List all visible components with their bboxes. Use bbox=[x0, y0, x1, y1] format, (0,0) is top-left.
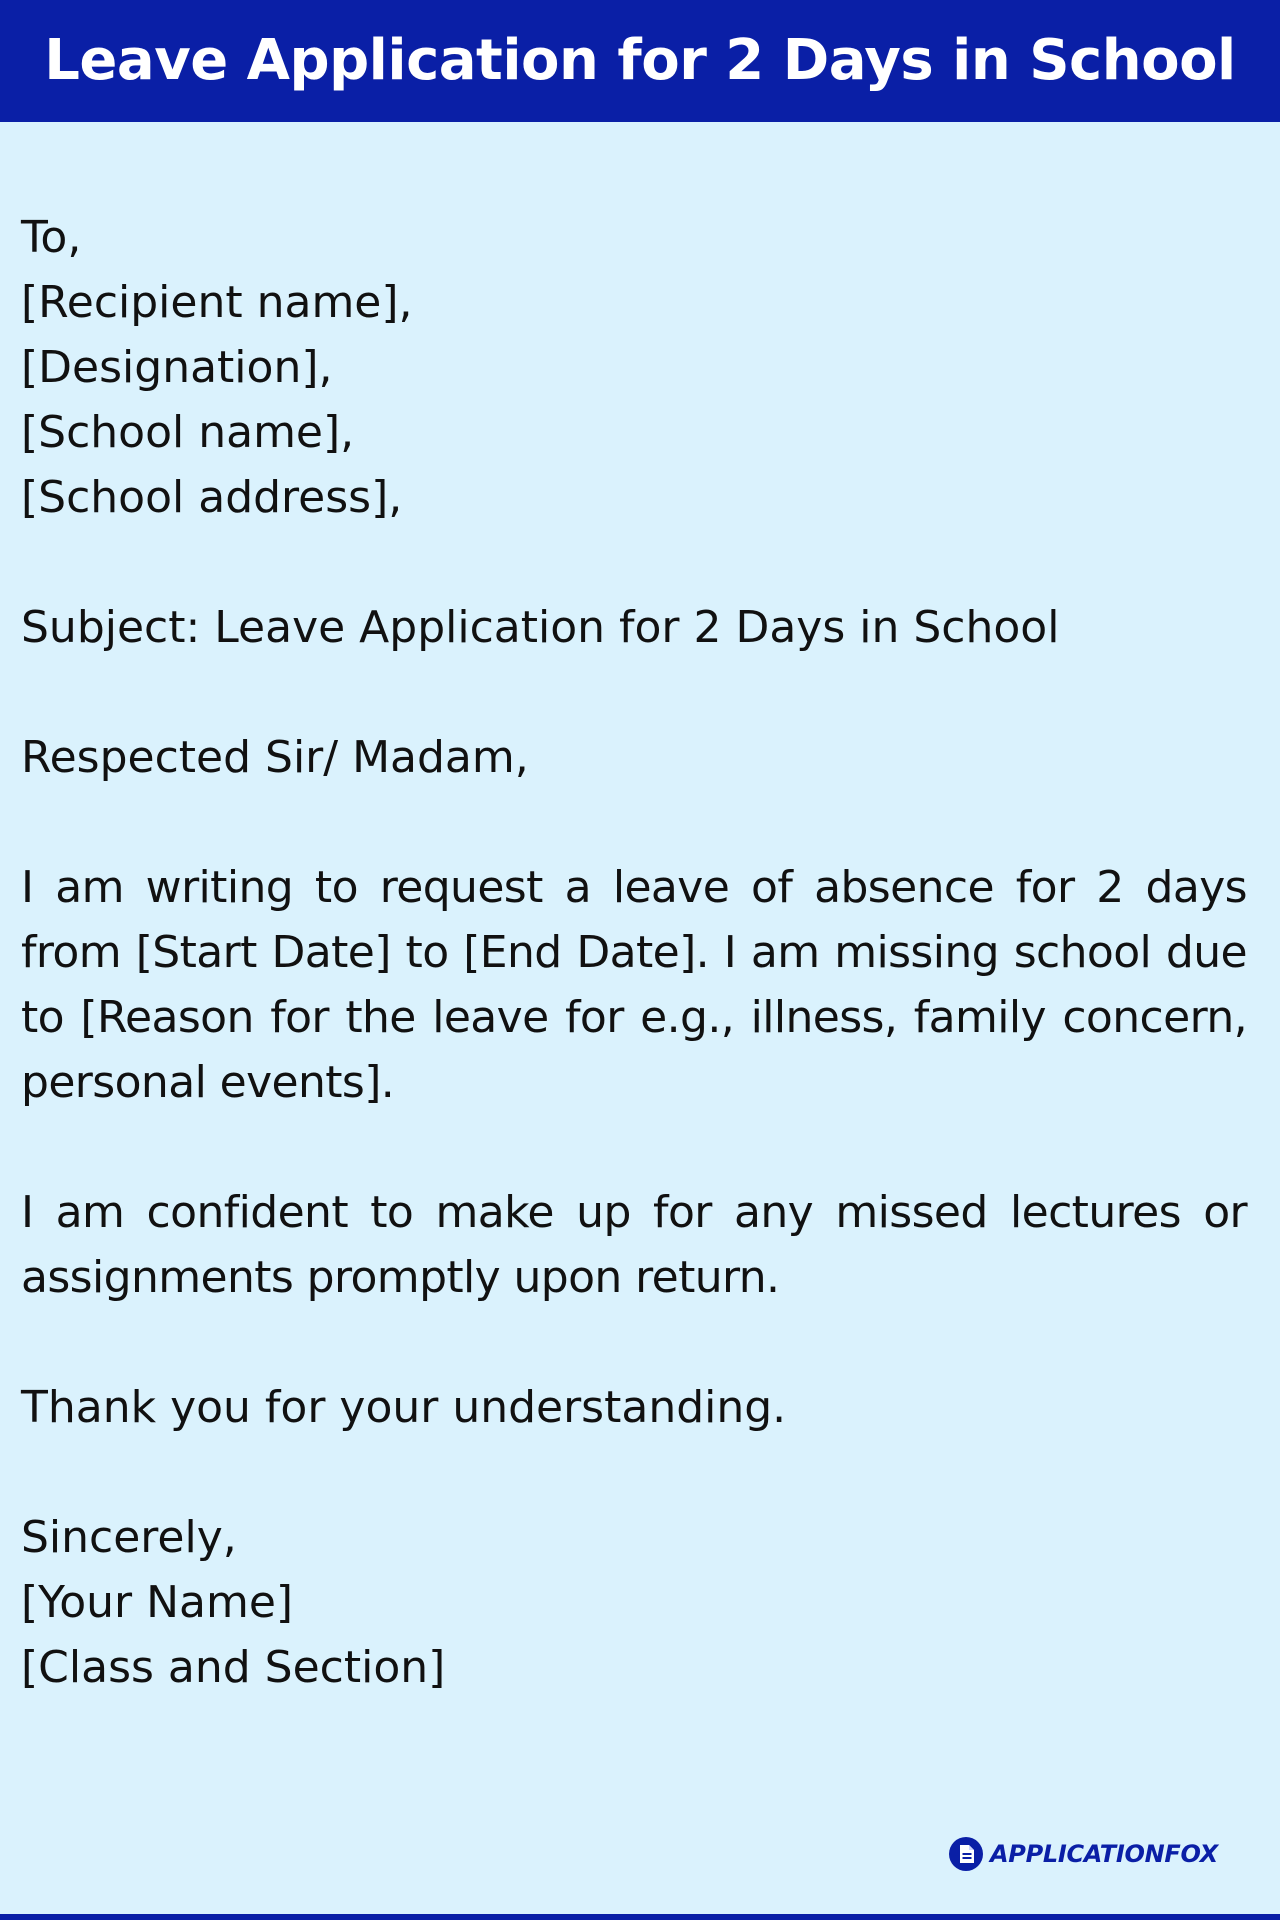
greeting: Respected Sir/ Madam, bbox=[21, 732, 529, 783]
class-section: [Class and Section] bbox=[21, 1642, 446, 1693]
body-paragraph-1: I am writing to request a leave of absence for 2 days from [Start Date] to [End Date]. I am missing school due to [Reason for the leave for e.g., illness, family concern, personal events]. bbox=[21, 862, 1247, 1108]
closing: Sincerely, bbox=[21, 1512, 237, 1563]
designation: [Designation], bbox=[21, 342, 333, 393]
subject-line: Subject: Leave Application for 2 Days in School bbox=[21, 602, 1060, 653]
page-header bbox=[0, 0, 1280, 122]
document-icon bbox=[948, 1836, 984, 1872]
bottom-divider bbox=[0, 1914, 1280, 1920]
body-paragraph-2: I am confident to make up for any missed lectures or assignments promptly upon return. bbox=[21, 1187, 1247, 1303]
recipient-name: [Recipient name], bbox=[21, 277, 413, 328]
page-title: Leave Application for 2 Days in School bbox=[44, 28, 1236, 93]
your-name: [Your Name] bbox=[21, 1577, 294, 1628]
school-address: [School address], bbox=[21, 472, 403, 523]
brand-logo bbox=[948, 1836, 1218, 1872]
letter-body bbox=[21, 205, 1247, 1700]
salutation-to: To, bbox=[21, 212, 82, 263]
school-name: [School name], bbox=[21, 407, 355, 458]
brand-name: APPLICATIONFOX bbox=[990, 1840, 1218, 1868]
thanks-line: Thank you for your understanding. bbox=[21, 1382, 787, 1433]
